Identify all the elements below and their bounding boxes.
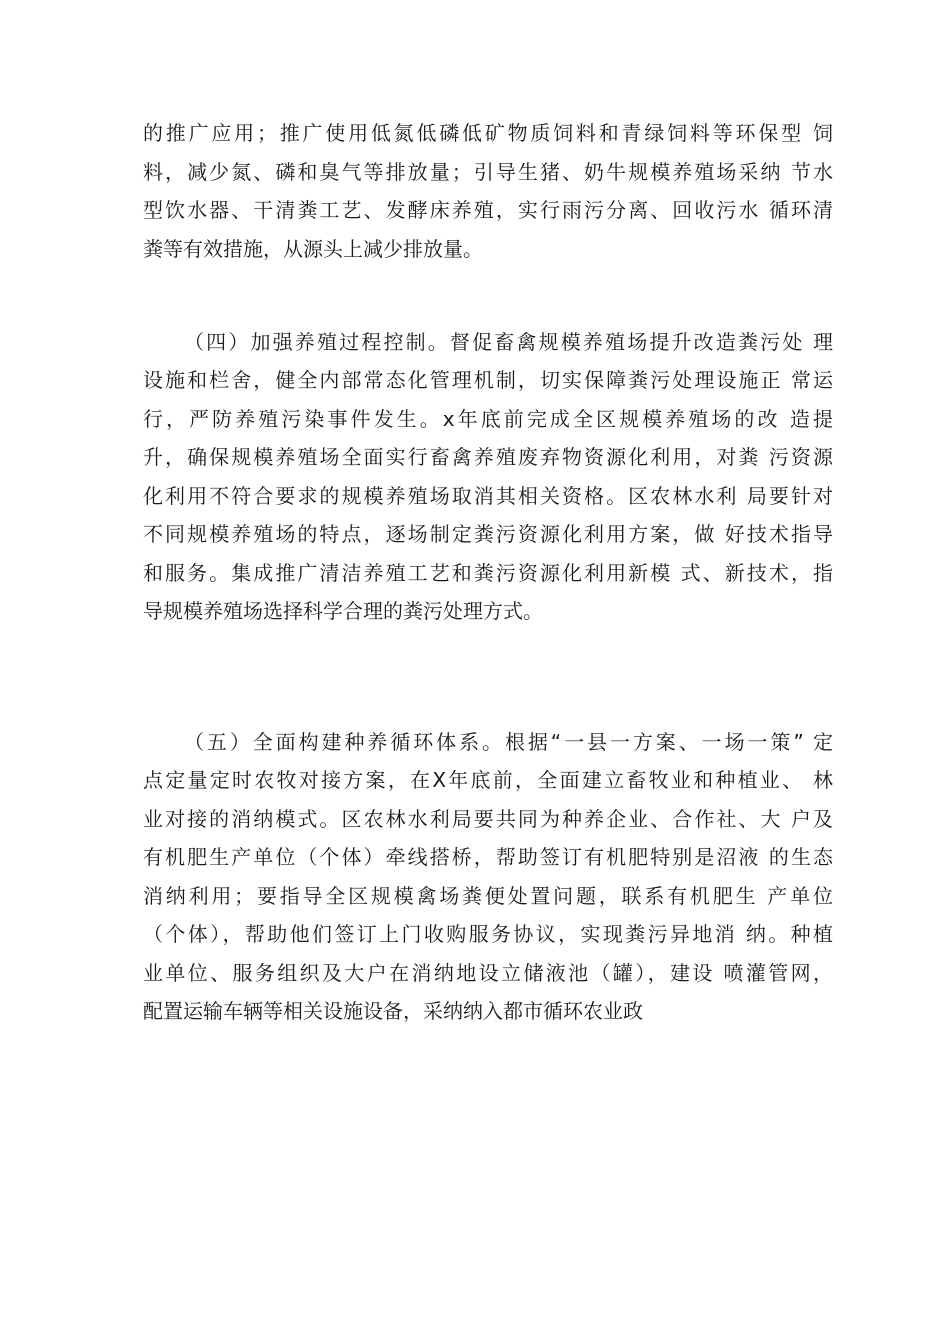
paragraph-line: 导规模养殖场选择科学合理的粪污处理方式。 [143, 599, 543, 623]
paragraph-line: 业对接的消纳模式。区农林水利局要共同为种养企业、合作社、大 户及 [143, 807, 833, 831]
paragraph-line: 配置运输车辆等相关设施设备，采纳纳入都市循环农业政 [143, 999, 643, 1023]
paragraph-line: 点定量定时农牧对接方案，在X年底前，全面建立畜牧业和种植业、 林 [143, 768, 833, 792]
paragraph-line: 行，严防养殖污染事件发生。x年底前完成全区规模养殖场的改 造提 [143, 407, 833, 431]
paragraph-line: 粪等有效措施，从源头上减少排放量。 [143, 237, 483, 261]
paragraph-line: 化利用不符合要求的规模养殖场取消其相关资格。区农林水利 局要针对 [143, 484, 833, 508]
paragraph-line: 消纳利用；要指导全区规模禽场粪便处置问题，联系有机肥生 产单位 [143, 884, 833, 908]
paragraph-line: 升，确保规模养殖场全面实行畜禽养殖废弃物资源化利用，对粪 污资源 [143, 445, 833, 469]
paragraph-line: （四）加强养殖过程控制。督促畜禽规模养殖场提升改造粪污处 理 [184, 330, 833, 354]
paragraph-line: （个体），帮助他们签订上门收购服务协议，实现粪污异地消 纳。种植 [143, 922, 833, 946]
paragraph-line: 业单位、服务组织及大户在消纳地设立储液池（罐），建设 喷灌管网， [143, 961, 833, 985]
paragraph-line: 和服务。集成推广清洁养殖工艺和粪污资源化利用新模 式、新技术，指 [143, 561, 833, 585]
paragraph-line: 料，减少氮、磷和臭气等排放量；引导生猪、奶牛规模养殖场采纳 节水 [143, 160, 833, 184]
paragraph-line: 不同规模养殖场的特点，逐场制定粪污资源化利用方案，做 好技术指导 [143, 522, 833, 546]
paragraph-line: 有机肥生产单位（个体）牵线搭桥，帮助签订有机肥特别是沼液 的生态 [143, 845, 833, 869]
paragraph-line: 型饮水器、干清粪工艺、发酵床养殖，实行雨污分离、回收污水 循环清 [143, 198, 833, 222]
paragraph-line: （五）全面构建种养循环体系。根据“一县一方案、一场一策” 定 [184, 730, 833, 754]
paragraph-line: 设施和栏舍，健全内部常态化管理机制，切实保障粪污处理设施正 常运 [143, 368, 833, 392]
paragraph-line: 的推广应用；推广使用低氮低磷低矿物质饲料和青绿饲料等环保型 饲 [143, 121, 833, 145]
